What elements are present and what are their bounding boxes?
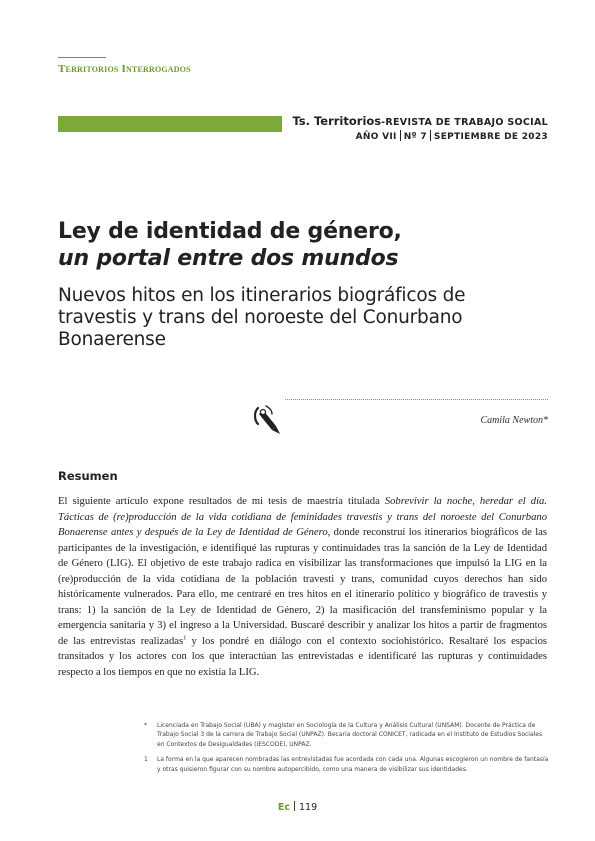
footnotes — [144, 721, 549, 780]
thesis-title: Sobrevivir la noche, heredar el día. Tácticas de (re)producción de la vida cotidiana de feminidades travestis y trans del noroeste del Conurbano Bonaerense antes y después de la Ley de Identidad de Género — [58, 496, 547, 539]
page-number: 119 — [298, 802, 318, 813]
abstract-text — [58, 494, 547, 681]
section-title: Territorios Interrogados — [58, 63, 191, 75]
separator — [294, 801, 295, 811]
footnote-item — [144, 721, 549, 749]
separator — [430, 130, 431, 141]
journal-issue-line — [292, 130, 548, 144]
separator — [400, 130, 401, 141]
journal-year: AÑO VII — [355, 132, 397, 142]
journal-subtitle: -REVISTA DE TRABAJO SOCIAL — [381, 117, 548, 128]
journal-info — [292, 114, 548, 144]
fountain-pen-icon — [250, 402, 286, 438]
author-name: Camila Newton* — [480, 415, 548, 426]
footnote-mark: * — [144, 722, 147, 729]
author-divider — [285, 399, 548, 400]
abstract-part-3: y los pondré en diálogo con el contexto sociohistórico. Resaltaré los espacios transitados y los actores con los que interactúan las entrevistadas e identificaré las rupturas y continuidades respecto a los tiempos en que no existía la LIG. — [58, 635, 547, 679]
footnote-ref: 1 — [183, 634, 187, 642]
article-subtitle: Nuevos hitos en los itinerarios biográficos de travestis y trans del noroeste del Conurbano Bonaerense — [58, 285, 466, 350]
footnote-mark: 1 — [144, 756, 148, 764]
abstract-part-1: El siguiente artículo expone resultados de mi tesis de maestría titulada — [58, 496, 385, 507]
journal-name: Ts. Territorios — [292, 114, 382, 128]
abstract-heading: Resumen — [58, 469, 118, 483]
header-rule — [58, 57, 106, 58]
journal-issue: Nº 7 — [403, 132, 427, 142]
page-footer — [0, 801, 595, 813]
abstract-part-2: , donde reconstruí los itinerarios biográficos de las participantes de la investigación, e identifiqué las rupturas y continuidades tras la sanción de la Ley de Identidad de Género (LIG). El objetivo de este trabajo radica en visibilizar las transformaciones que impulsó la LIG en la (re)producción de la vida cotidiana de la población travesti y trans, comunidad cuyos derechos han sido históricamente vulnerados. Para ello, me centraré en tres hitos en el itinerario político y biográfico de travestis y trans: 1) la sanción de la Ley de Identidad de Género, 2) la masificación del transfeminismo popular y la emergencia sanitaria y 3) el ingreso a la Universidad. Buscaré describir y analizar los hitos a partir de fragmentos de las entrevistas realizadas — [58, 527, 548, 647]
journal-abbrev: Ec — [277, 802, 290, 813]
footnote-item — [144, 755, 549, 774]
header-green-bar — [58, 116, 282, 132]
journal-date: SEPTIEMBRE DE 2023 — [433, 132, 548, 142]
journal-title-line — [292, 114, 548, 130]
footnote-text: Licenciada en Trabajo Social (UBA) y magíster en Sociología de la Cultura y Análisis Cultural (UNSAM). Docente de Práctica de Trabajo Social 3 de la carrera de Trabajo Social (UNPAZ). Becaria doctoral CONICET, radicada en el Instituto de Estudios Sociales en Contextos de Desigualdades (IESCODE), UNPAZ. — [157, 722, 543, 748]
title-line-1: Ley de identidad de género, — [58, 219, 402, 244]
article-title — [58, 218, 402, 272]
title-line-2: un portal entre dos mundos — [58, 246, 399, 271]
footnote-text: La forma en la que aparecen nombradas las entrevistadas fue acordada con cada una. Algunas escogieron un nombre de fantasía y otras quisieron figurar con su nombre autopercibido, como una manera de visibilizar sus identidades. — [157, 756, 549, 773]
